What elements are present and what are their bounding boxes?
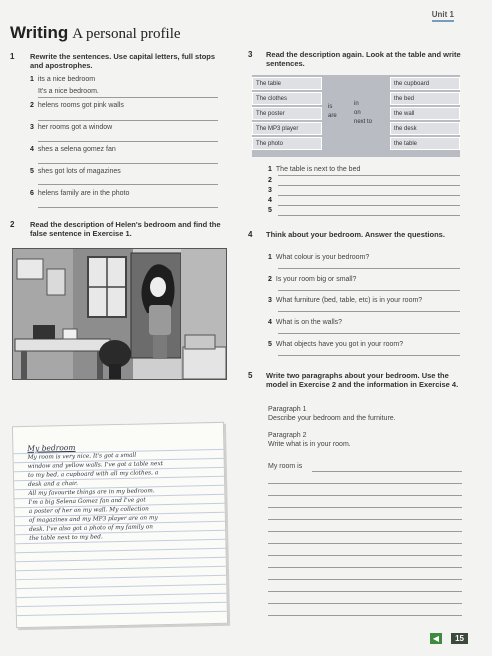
bedroom-illustration	[12, 248, 227, 380]
writing-line[interactable]	[268, 579, 462, 580]
page-title	[10, 23, 181, 43]
table-object: the wall	[390, 107, 460, 120]
writing-line[interactable]	[268, 507, 462, 508]
ex4-question-3: 3 What furniture (bed, table, etc) is in your room?	[268, 297, 423, 304]
ex4-question-2: 2 Is your room big or small?	[268, 276, 357, 283]
ex1-instruction: Rewrite the sentences. Use capital letters, full stops and apostrophes.	[30, 52, 216, 70]
handwritten-description	[12, 422, 228, 628]
answer-line[interactable]	[278, 205, 460, 206]
answer-line[interactable]	[38, 120, 218, 121]
ex3-answer-1: 1 The table is next to the bed	[268, 166, 361, 173]
hand-line: My room is very nice. It's got a small	[27, 452, 137, 461]
answer-line[interactable]	[38, 141, 218, 142]
ex5-instruction: Write two paragraphs about your bedroom. Use the model in Exercise 2 and the information in Exercise 4.	[266, 371, 459, 389]
ex1-example-answer: It's a nice bedroom.	[38, 88, 99, 95]
writing-line[interactable]	[268, 483, 462, 484]
title-bold: Writing	[10, 23, 69, 42]
answer-line[interactable]	[38, 163, 218, 164]
hand-line: to my bed, a cupboard with all my clothes, a	[27, 470, 159, 479]
paragraph1-text: Describe your bedroom and the furniture.	[268, 415, 396, 422]
ex4-question-4: 4 What is on the walls?	[268, 319, 343, 326]
ex5-number: 5	[248, 371, 253, 380]
ex4-instruction: Think about your bedroom. Answer the questions.	[266, 230, 445, 239]
title-rest: A personal profile	[72, 26, 181, 42]
answer-line[interactable]	[278, 268, 460, 269]
hand-line: desk and a chair.	[28, 480, 78, 488]
paragraph2-text: Write what is in your room.	[268, 441, 351, 448]
ex1-item-4: 4 shes a selena gomez fan	[30, 146, 116, 153]
writing-line[interactable]	[268, 495, 462, 496]
ex4-question-5: 5 What objects have you got in your room?	[268, 341, 404, 348]
writing-starter: My room is	[268, 463, 303, 470]
hand-line: I'm a big Selena Gomez fan and I've got	[28, 497, 146, 506]
hand-line: window and yellow walls. I've got a table next	[27, 461, 164, 470]
bedroom-drawing	[13, 249, 226, 379]
ex1-number: 1	[10, 52, 15, 61]
writing-line[interactable]	[268, 603, 462, 604]
table-subject: The poster	[252, 107, 322, 120]
table-subject: The clothes	[252, 92, 322, 105]
table-object: the table	[390, 137, 460, 150]
paragraph2-title: Paragraph 2	[268, 432, 307, 439]
answer-line[interactable]	[278, 355, 460, 356]
writing-line[interactable]	[268, 591, 462, 592]
writing-line[interactable]	[268, 519, 462, 520]
ex1-item-3: 3 her rooms got a window	[30, 124, 113, 131]
table-subject: The table	[252, 77, 322, 90]
ex3-answer-3: 3	[268, 187, 272, 194]
table-object: the cupboard	[390, 77, 460, 90]
prev-page-arrow-icon[interactable]: ◀	[430, 633, 442, 644]
ex2-instruction: Read the description of Helen's bedroom and find the false sentence in Exercise 1.	[30, 220, 221, 238]
answer-line	[278, 175, 460, 176]
hand-line: the table next to my bed.	[29, 534, 103, 542]
table-prep: next to	[354, 119, 373, 125]
answer-line[interactable]	[38, 207, 218, 208]
ex1-item-2: 2 helens rooms got pink walls	[30, 102, 124, 109]
writing-line[interactable]	[312, 471, 462, 472]
table-subject: The MP3 player	[252, 122, 322, 135]
page-number: 15	[451, 633, 468, 644]
hand-line: All my favourite things are in my bedroom.	[28, 488, 155, 497]
ex4-number: 4	[248, 230, 253, 239]
table-prep: on	[354, 110, 361, 116]
table-verb: is	[328, 104, 333, 110]
writing-line[interactable]	[268, 531, 462, 532]
answer-line[interactable]	[38, 184, 218, 185]
writing-line[interactable]	[268, 555, 462, 556]
writing-line[interactable]	[268, 567, 462, 568]
ex2-number: 2	[10, 220, 15, 229]
ex3-answer-5: 5	[268, 207, 272, 214]
answer-line[interactable]	[278, 311, 460, 312]
sentence-table	[252, 75, 460, 157]
ex1-item-6: 6 helens family are in the photo	[30, 190, 130, 197]
ex1-item-1: 1 its a nice bedroom	[30, 76, 96, 83]
hand-line: desk. I've also got a photo of my family on	[29, 524, 153, 533]
ex3-answer-2: 2	[268, 177, 272, 184]
ex3-instruction: Read the description again. Look at the table and write sentences.	[266, 50, 461, 68]
answer-line	[38, 97, 218, 98]
answer-line[interactable]	[278, 290, 460, 291]
answer-line[interactable]	[278, 185, 460, 186]
hand-line: of magazines and my MP3 player are on my	[28, 515, 158, 524]
handwritten-title: My bedroom	[27, 442, 76, 453]
hand-line: a poster of her on my wall. My collection	[28, 506, 149, 515]
ex3-number: 3	[248, 50, 253, 59]
table-object: the bed	[390, 92, 460, 105]
answer-line[interactable]	[278, 195, 460, 196]
table-verb: are	[328, 113, 337, 119]
unit-label: Unit 1	[432, 10, 454, 22]
answer-line[interactable]	[278, 333, 460, 334]
ex4-question-1: 1 What colour is your bedroom?	[268, 254, 370, 261]
answer-line[interactable]	[278, 215, 460, 216]
table-subject: The photo	[252, 137, 322, 150]
ex3-answer-4: 4	[268, 197, 272, 204]
writing-line[interactable]	[268, 543, 462, 544]
table-object: the desk	[390, 122, 460, 135]
paragraph1-title: Paragraph 1	[268, 406, 307, 413]
writing-line[interactable]	[268, 615, 462, 616]
handwritten-text	[27, 440, 215, 544]
table-prep: in	[354, 101, 359, 107]
ex1-item-5: 5 shes got lots of magazines	[30, 168, 121, 175]
